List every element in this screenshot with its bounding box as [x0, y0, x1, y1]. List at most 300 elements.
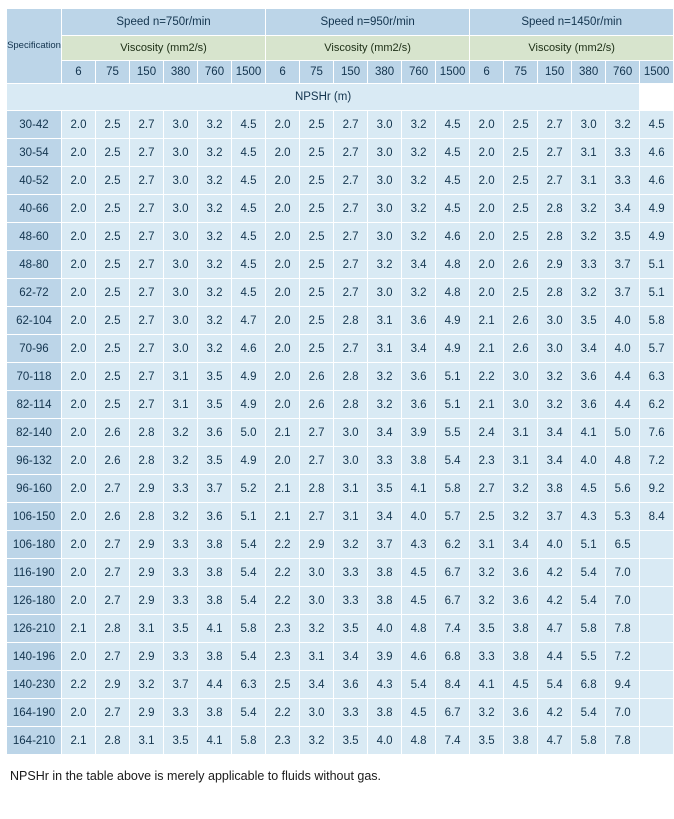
value-cell: 5.0	[232, 419, 266, 447]
value-cell: 4.5	[402, 587, 436, 615]
spec-cell: 40-52	[7, 167, 62, 195]
value-cell: 3.8	[198, 587, 232, 615]
value-cell: 5.1	[436, 363, 470, 391]
value-cell: 5.8	[572, 727, 606, 755]
table-row	[7, 391, 674, 419]
value-cell: 2.3	[266, 727, 300, 755]
value-cell: 2.7	[96, 699, 130, 727]
value-cell: 3.2	[198, 111, 232, 139]
spec-cell: 96-132	[7, 447, 62, 475]
value-cell	[640, 531, 674, 559]
value-cell: 2.0	[62, 419, 96, 447]
table-row	[7, 307, 674, 335]
value-cell: 2.7	[334, 279, 368, 307]
value-cell: 4.4	[198, 671, 232, 699]
value-cell: 3.5	[572, 307, 606, 335]
value-cell: 5.1	[232, 503, 266, 531]
value-cell: 3.2	[198, 167, 232, 195]
value-cell: 3.2	[402, 139, 436, 167]
value-cell: 4.9	[232, 391, 266, 419]
value-cell: 7.8	[606, 615, 640, 643]
value-cell: 2.7	[538, 167, 572, 195]
table-row	[7, 419, 674, 447]
value-cell: 4.4	[538, 643, 572, 671]
value-cell: 2.0	[62, 447, 96, 475]
value-cell: 3.1	[504, 447, 538, 475]
value-cell: 2.7	[130, 223, 164, 251]
value-cell: 3.2	[334, 531, 368, 559]
value-cell: 5.4	[572, 559, 606, 587]
value-cell: 4.0	[606, 335, 640, 363]
value-cell: 3.2	[368, 391, 402, 419]
value-cell: 2.0	[470, 111, 504, 139]
value-cell: 3.1	[334, 503, 368, 531]
value-cell: 3.8	[368, 699, 402, 727]
value-cell: 4.8	[606, 447, 640, 475]
spec-cell: 126-180	[7, 587, 62, 615]
value-cell: 2.8	[300, 475, 334, 503]
value-cell: 3.0	[300, 699, 334, 727]
value-cell: 4.7	[232, 307, 266, 335]
value-cell: 3.0	[572, 111, 606, 139]
value-cell: 2.8	[334, 363, 368, 391]
value-cell: 3.5	[164, 615, 198, 643]
value-cell: 7.6	[640, 419, 674, 447]
value-cell: 2.0	[62, 699, 96, 727]
value-cell: 2.5	[300, 279, 334, 307]
viscosity-value: 380	[368, 61, 402, 84]
value-cell: 2.5	[96, 363, 130, 391]
value-cell: 2.0	[62, 139, 96, 167]
value-cell: 5.5	[572, 643, 606, 671]
value-cell: 2.5	[96, 307, 130, 335]
value-cell: 3.2	[300, 615, 334, 643]
value-cell: 3.5	[198, 391, 232, 419]
table-row	[7, 279, 674, 307]
value-cell: 3.7	[606, 251, 640, 279]
value-cell: 2.1	[62, 727, 96, 755]
value-cell: 2.6	[300, 363, 334, 391]
spec-cell: 106-180	[7, 531, 62, 559]
value-cell: 4.3	[402, 531, 436, 559]
value-cell: 2.0	[266, 447, 300, 475]
value-cell: 3.0	[164, 195, 198, 223]
value-cell: 3.2	[368, 363, 402, 391]
value-cell: 3.2	[572, 195, 606, 223]
value-cell: 2.5	[96, 195, 130, 223]
value-cell: 5.7	[640, 335, 674, 363]
value-cell: 2.0	[62, 531, 96, 559]
value-cell: 3.6	[402, 307, 436, 335]
value-cell: 3.0	[164, 223, 198, 251]
value-cell: 4.3	[368, 671, 402, 699]
value-cell: 3.1	[368, 335, 402, 363]
value-cell: 4.5	[436, 139, 470, 167]
value-cell: 2.7	[130, 167, 164, 195]
value-cell: 5.7	[436, 503, 470, 531]
value-cell: 2.1	[62, 615, 96, 643]
value-cell: 3.2	[300, 727, 334, 755]
value-cell: 4.6	[640, 139, 674, 167]
viscosity-value: 150	[334, 61, 368, 84]
value-cell: 5.4	[232, 643, 266, 671]
value-cell: 3.7	[198, 475, 232, 503]
value-cell: 2.0	[266, 195, 300, 223]
value-cell: 3.8	[198, 559, 232, 587]
value-cell: 4.3	[572, 503, 606, 531]
header-row-viscosity	[7, 36, 674, 61]
value-cell: 3.0	[164, 167, 198, 195]
value-cell: 3.6	[504, 587, 538, 615]
value-cell: 3.4	[606, 195, 640, 223]
value-cell: 2.5	[96, 139, 130, 167]
value-cell: 3.0	[164, 251, 198, 279]
value-cell: 3.1	[130, 615, 164, 643]
value-cell: 2.0	[62, 587, 96, 615]
value-cell: 5.4	[232, 699, 266, 727]
value-cell: 4.5	[640, 111, 674, 139]
value-cell: 3.6	[334, 671, 368, 699]
spec-cell: 62-104	[7, 307, 62, 335]
value-cell	[640, 671, 674, 699]
value-cell: 3.2	[504, 475, 538, 503]
value-cell: 2.0	[470, 251, 504, 279]
value-cell: 5.8	[572, 615, 606, 643]
table-row	[7, 615, 674, 643]
value-cell: 2.5	[96, 223, 130, 251]
value-cell: 3.3	[334, 559, 368, 587]
value-cell: 2.5	[96, 335, 130, 363]
value-cell: 4.5	[232, 167, 266, 195]
value-cell: 3.0	[368, 279, 402, 307]
value-cell: 3.2	[198, 307, 232, 335]
value-cell: 3.7	[164, 671, 198, 699]
spec-cell: 40-66	[7, 195, 62, 223]
value-cell: 3.5	[198, 447, 232, 475]
value-cell: 3.1	[130, 727, 164, 755]
spec-cell: 62-72	[7, 279, 62, 307]
value-cell: 2.7	[96, 643, 130, 671]
viscosity-value: 150	[538, 61, 572, 84]
value-cell: 3.1	[164, 363, 198, 391]
value-cell: 3.5	[606, 223, 640, 251]
speed-group-header-1: Speed n=750r/min	[62, 9, 266, 36]
value-cell: 3.0	[368, 223, 402, 251]
value-cell: 3.5	[470, 727, 504, 755]
value-cell: 3.3	[606, 167, 640, 195]
viscosity-value: 760	[198, 61, 232, 84]
value-cell: 2.3	[266, 615, 300, 643]
value-cell: 2.7	[334, 139, 368, 167]
value-cell: 2.0	[62, 335, 96, 363]
value-cell: 2.6	[504, 335, 538, 363]
value-cell: 2.0	[266, 307, 300, 335]
value-cell: 2.0	[62, 251, 96, 279]
value-cell: 3.5	[164, 727, 198, 755]
value-cell: 2.2	[62, 671, 96, 699]
value-cell: 4.9	[436, 335, 470, 363]
value-cell: 3.1	[368, 307, 402, 335]
value-cell: 4.5	[572, 475, 606, 503]
value-cell: 3.6	[504, 699, 538, 727]
value-cell: 2.6	[504, 251, 538, 279]
value-cell: 7.2	[640, 447, 674, 475]
value-cell: 3.4	[402, 335, 436, 363]
spec-cell: 106-150	[7, 503, 62, 531]
value-cell: 3.6	[572, 391, 606, 419]
value-cell: 5.8	[232, 615, 266, 643]
viscosity-value: 6	[266, 61, 300, 84]
value-cell: 2.2	[266, 559, 300, 587]
value-cell: 3.1	[334, 475, 368, 503]
value-cell: 3.2	[368, 251, 402, 279]
value-cell: 6.7	[436, 699, 470, 727]
value-cell: 3.7	[606, 279, 640, 307]
value-cell: 2.5	[300, 223, 334, 251]
value-cell: 3.3	[334, 699, 368, 727]
value-cell: 3.0	[538, 335, 572, 363]
spec-cell: 30-42	[7, 111, 62, 139]
value-cell: 2.7	[130, 279, 164, 307]
value-cell: 3.5	[334, 727, 368, 755]
value-cell: 2.8	[96, 727, 130, 755]
value-cell: 2.9	[130, 559, 164, 587]
value-cell	[640, 615, 674, 643]
value-cell: 5.4	[232, 559, 266, 587]
table-note: NPSHr in the table above is merely applicable to fluids without gas.	[10, 769, 382, 783]
value-cell: 4.0	[538, 531, 572, 559]
value-cell: 4.6	[640, 167, 674, 195]
value-cell: 2.7	[130, 335, 164, 363]
value-cell: 2.5	[300, 167, 334, 195]
viscosity-value: 150	[130, 61, 164, 84]
spec-cell: 96-160	[7, 475, 62, 503]
value-cell: 2.5	[96, 251, 130, 279]
value-cell: 2.9	[300, 531, 334, 559]
value-cell: 2.8	[538, 279, 572, 307]
value-cell: 4.5	[436, 167, 470, 195]
value-cell: 3.0	[334, 419, 368, 447]
value-cell: 3.8	[504, 615, 538, 643]
value-cell: 7.8	[606, 727, 640, 755]
value-cell: 4.5	[504, 671, 538, 699]
value-cell: 3.8	[198, 643, 232, 671]
value-cell: 3.8	[198, 699, 232, 727]
value-cell: 3.3	[606, 139, 640, 167]
value-cell: 3.2	[164, 503, 198, 531]
value-cell: 4.5	[232, 195, 266, 223]
value-cell: 3.1	[164, 391, 198, 419]
value-cell: 2.7	[96, 475, 130, 503]
value-cell: 5.1	[640, 251, 674, 279]
value-cell: 2.9	[130, 643, 164, 671]
value-cell: 2.7	[130, 391, 164, 419]
value-cell: 4.2	[538, 699, 572, 727]
value-cell: 5.0	[606, 419, 640, 447]
value-cell: 5.4	[572, 587, 606, 615]
value-cell: 4.0	[572, 447, 606, 475]
value-cell: 2.0	[470, 195, 504, 223]
value-cell: 5.4	[436, 447, 470, 475]
value-cell: 2.5	[504, 139, 538, 167]
value-cell: 3.8	[402, 447, 436, 475]
value-cell: 3.3	[470, 643, 504, 671]
value-cell: 2.0	[266, 391, 300, 419]
value-cell: 4.5	[232, 223, 266, 251]
value-cell: 3.2	[130, 671, 164, 699]
value-cell: 2.7	[470, 475, 504, 503]
value-cell: 7.0	[606, 559, 640, 587]
spec-header: Specification	[7, 9, 62, 84]
value-cell: 2.7	[334, 167, 368, 195]
value-cell: 2.5	[504, 223, 538, 251]
value-cell: 2.6	[96, 419, 130, 447]
value-cell: 2.7	[334, 195, 368, 223]
value-cell: 2.7	[334, 251, 368, 279]
speed-group-header-3: Speed n=1450r/min	[470, 9, 674, 36]
value-cell: 2.0	[266, 363, 300, 391]
value-cell: 3.0	[504, 363, 538, 391]
value-cell: 5.4	[538, 671, 572, 699]
value-cell: 2.6	[96, 503, 130, 531]
value-cell: 5.2	[232, 475, 266, 503]
value-cell: 3.0	[334, 447, 368, 475]
value-cell: 3.2	[402, 111, 436, 139]
value-cell: 2.0	[266, 111, 300, 139]
value-cell: 3.0	[368, 111, 402, 139]
value-cell: 3.5	[368, 475, 402, 503]
value-cell: 3.4	[538, 419, 572, 447]
value-cell: 2.9	[130, 587, 164, 615]
value-cell: 4.9	[640, 223, 674, 251]
value-cell: 3.0	[368, 167, 402, 195]
value-cell: 3.2	[402, 195, 436, 223]
value-cell: 5.4	[402, 671, 436, 699]
value-cell: 7.4	[436, 615, 470, 643]
value-cell: 3.2	[470, 587, 504, 615]
value-cell: 3.4	[402, 251, 436, 279]
speed-group-header-2: Speed n=950r/min	[266, 9, 470, 36]
value-cell: 2.1	[266, 475, 300, 503]
value-cell: 2.5	[96, 391, 130, 419]
viscosity-value: 380	[164, 61, 198, 84]
value-cell: 4.5	[232, 251, 266, 279]
spec-cell: 30-54	[7, 139, 62, 167]
value-cell: 2.7	[538, 139, 572, 167]
value-cell: 4.1	[198, 615, 232, 643]
value-cell: 4.9	[436, 307, 470, 335]
table-row	[7, 363, 674, 391]
spec-cell: 70-96	[7, 335, 62, 363]
value-cell: 3.4	[504, 531, 538, 559]
value-cell: 2.4	[470, 419, 504, 447]
value-cell: 3.4	[368, 419, 402, 447]
value-cell: 2.0	[266, 251, 300, 279]
value-cell: 2.0	[62, 111, 96, 139]
spec-cell: 164-190	[7, 699, 62, 727]
value-cell: 4.6	[402, 643, 436, 671]
viscosity-value: 380	[572, 61, 606, 84]
spec-cell: 164-210	[7, 727, 62, 755]
value-cell: 3.7	[538, 503, 572, 531]
value-cell: 2.7	[130, 307, 164, 335]
value-cell: 3.4	[538, 447, 572, 475]
value-cell: 2.5	[300, 195, 334, 223]
value-cell: 2.1	[470, 335, 504, 363]
value-cell: 3.2	[402, 279, 436, 307]
value-cell: 6.8	[572, 671, 606, 699]
value-cell: 2.5	[470, 503, 504, 531]
value-cell: 2.8	[130, 503, 164, 531]
value-cell: 3.2	[572, 223, 606, 251]
value-cell: 3.0	[164, 139, 198, 167]
table-row	[7, 223, 674, 251]
value-cell: 7.0	[606, 699, 640, 727]
value-cell	[640, 643, 674, 671]
value-cell: 4.5	[402, 559, 436, 587]
value-cell: 2.7	[300, 447, 334, 475]
value-cell: 2.6	[504, 307, 538, 335]
table-row	[7, 671, 674, 699]
value-cell: 6.2	[436, 531, 470, 559]
value-cell: 2.1	[470, 307, 504, 335]
value-cell: 3.0	[164, 279, 198, 307]
value-cell: 6.8	[436, 643, 470, 671]
value-cell: 2.5	[96, 279, 130, 307]
spec-cell: 82-114	[7, 391, 62, 419]
value-cell: 2.9	[130, 699, 164, 727]
value-cell: 3.1	[572, 139, 606, 167]
table-row	[7, 111, 674, 139]
value-cell: 2.5	[300, 335, 334, 363]
value-cell: 2.1	[470, 391, 504, 419]
viscosity-value: 1500	[640, 61, 674, 84]
table-row	[7, 139, 674, 167]
value-cell: 5.3	[606, 503, 640, 531]
value-cell: 5.8	[640, 307, 674, 335]
value-cell: 3.4	[300, 671, 334, 699]
value-cell: 5.5	[436, 419, 470, 447]
viscosity-value: 760	[606, 61, 640, 84]
value-cell: 4.9	[232, 363, 266, 391]
value-cell: 3.2	[198, 223, 232, 251]
value-cell: 6.7	[436, 587, 470, 615]
value-cell: 3.0	[300, 559, 334, 587]
value-cell: 2.0	[266, 335, 300, 363]
value-cell: 4.0	[368, 727, 402, 755]
value-cell: 3.6	[504, 559, 538, 587]
value-cell: 4.4	[606, 391, 640, 419]
value-cell: 5.1	[640, 279, 674, 307]
table-row	[7, 727, 674, 755]
viscosity-value: 75	[504, 61, 538, 84]
value-cell: 2.0	[62, 475, 96, 503]
table-row	[7, 699, 674, 727]
value-cell: 3.1	[504, 419, 538, 447]
value-cell: 5.8	[232, 727, 266, 755]
value-cell: 3.9	[402, 419, 436, 447]
value-cell: 4.0	[368, 615, 402, 643]
value-cell: 3.6	[198, 419, 232, 447]
value-cell: 3.2	[402, 167, 436, 195]
value-cell: 2.3	[266, 643, 300, 671]
viscosity-value: 1500	[436, 61, 470, 84]
value-cell: 2.0	[62, 279, 96, 307]
table-row	[7, 447, 674, 475]
value-cell: 3.2	[538, 391, 572, 419]
value-cell: 4.5	[436, 195, 470, 223]
table-row	[7, 475, 674, 503]
